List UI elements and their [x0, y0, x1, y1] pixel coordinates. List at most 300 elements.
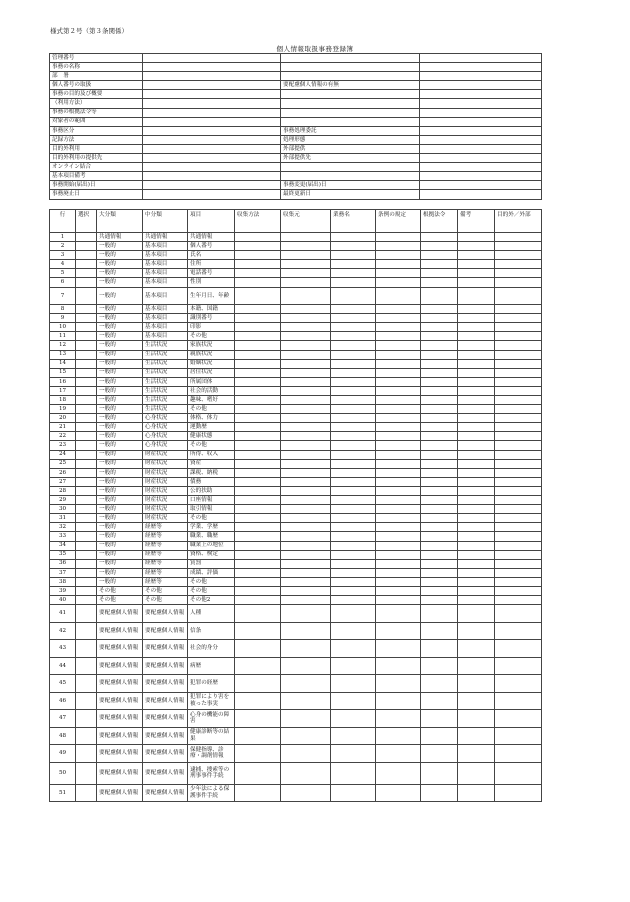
remarks-cell[interactable]	[458, 323, 495, 332]
remarks-cell[interactable]	[458, 386, 495, 395]
legal-basis-cell[interactable]	[421, 657, 458, 675]
header-value-2[interactable]	[420, 181, 542, 190]
remarks-cell[interactable]	[458, 514, 495, 523]
remarks-cell[interactable]	[458, 586, 495, 595]
ordinance-provision-cell[interactable]	[376, 305, 421, 314]
collection-source-cell[interactable]	[281, 396, 331, 405]
business-name-cell[interactable]	[331, 477, 376, 486]
business-name-cell[interactable]	[331, 559, 376, 568]
collection-source-cell[interactable]	[281, 305, 331, 314]
business-name-cell[interactable]	[331, 586, 376, 595]
collection-method-cell[interactable]	[235, 386, 281, 395]
collection-method-cell[interactable]	[235, 405, 281, 414]
select-cell[interactable]	[76, 242, 97, 251]
remarks-cell[interactable]	[458, 450, 495, 459]
business-name-cell[interactable]	[331, 423, 376, 432]
collection-method-cell[interactable]	[235, 396, 281, 405]
legal-basis-cell[interactable]	[421, 550, 458, 559]
business-name-cell[interactable]	[331, 762, 376, 784]
select-cell[interactable]	[76, 450, 97, 459]
legal-basis-cell[interactable]	[421, 541, 458, 550]
collection-method-cell[interactable]	[235, 459, 281, 468]
select-cell[interactable]	[76, 341, 97, 350]
outside-purpose-cell[interactable]	[495, 368, 542, 377]
business-name-cell[interactable]	[331, 332, 376, 341]
select-cell[interactable]	[76, 278, 97, 287]
remarks-cell[interactable]	[458, 368, 495, 377]
remarks-cell[interactable]	[458, 341, 495, 350]
business-name-cell[interactable]	[331, 468, 376, 477]
ordinance-provision-cell[interactable]	[376, 414, 421, 423]
collection-source-cell[interactable]	[281, 550, 331, 559]
header-value-2[interactable]	[420, 108, 542, 117]
select-cell[interactable]	[76, 477, 97, 486]
remarks-cell[interactable]	[458, 278, 495, 287]
select-cell[interactable]	[76, 287, 97, 305]
business-name-cell[interactable]	[331, 514, 376, 523]
remarks-cell[interactable]	[458, 657, 495, 675]
remarks-cell[interactable]	[458, 710, 495, 728]
business-name-cell[interactable]	[331, 675, 376, 693]
business-name-cell[interactable]	[331, 314, 376, 323]
collection-source-cell[interactable]	[281, 468, 331, 477]
outside-purpose-cell[interactable]	[495, 486, 542, 495]
collection-method-cell[interactable]	[235, 586, 281, 595]
remarks-cell[interactable]	[458, 675, 495, 693]
select-cell[interactable]	[76, 568, 97, 577]
select-cell[interactable]	[76, 640, 97, 658]
business-name-cell[interactable]	[331, 784, 376, 802]
ordinance-provision-cell[interactable]	[376, 568, 421, 577]
select-cell[interactable]	[76, 710, 97, 728]
select-cell[interactable]	[76, 586, 97, 595]
collection-method-cell[interactable]	[235, 450, 281, 459]
ordinance-provision-cell[interactable]	[376, 514, 421, 523]
business-name-cell[interactable]	[331, 577, 376, 586]
legal-basis-cell[interactable]	[421, 405, 458, 414]
select-cell[interactable]	[76, 332, 97, 341]
collection-method-cell[interactable]	[235, 314, 281, 323]
collection-source-cell[interactable]	[281, 251, 331, 260]
remarks-cell[interactable]	[458, 242, 495, 251]
legal-basis-cell[interactable]	[421, 514, 458, 523]
select-cell[interactable]	[76, 414, 97, 423]
remarks-cell[interactable]	[458, 432, 495, 441]
legal-basis-cell[interactable]	[421, 242, 458, 251]
header-value-2[interactable]	[420, 72, 542, 81]
business-name-cell[interactable]	[331, 233, 376, 242]
remarks-cell[interactable]	[458, 396, 495, 405]
ordinance-provision-cell[interactable]	[376, 242, 421, 251]
business-name-cell[interactable]	[331, 287, 376, 305]
legal-basis-cell[interactable]	[421, 532, 458, 541]
collection-method-cell[interactable]	[235, 675, 281, 693]
remarks-cell[interactable]	[458, 468, 495, 477]
select-cell[interactable]	[76, 269, 97, 278]
business-name-cell[interactable]	[331, 278, 376, 287]
outside-purpose-cell[interactable]	[495, 405, 542, 414]
remarks-cell[interactable]	[458, 305, 495, 314]
legal-basis-cell[interactable]	[421, 745, 458, 763]
select-cell[interactable]	[76, 523, 97, 532]
collection-method-cell[interactable]	[235, 532, 281, 541]
header-value-2[interactable]	[420, 63, 542, 72]
collection-method-cell[interactable]	[235, 577, 281, 586]
collection-method-cell[interactable]	[235, 368, 281, 377]
collection-method-cell[interactable]	[235, 377, 281, 386]
ordinance-provision-cell[interactable]	[376, 323, 421, 332]
header-value-2[interactable]	[420, 144, 542, 153]
collection-method-cell[interactable]	[235, 523, 281, 532]
header-value[interactable]	[143, 154, 281, 163]
collection-source-cell[interactable]	[281, 287, 331, 305]
collection-source-cell[interactable]	[281, 314, 331, 323]
remarks-cell[interactable]	[458, 640, 495, 658]
select-cell[interactable]	[76, 745, 97, 763]
ordinance-provision-cell[interactable]	[376, 269, 421, 278]
collection-source-cell[interactable]	[281, 710, 331, 728]
remarks-cell[interactable]	[458, 559, 495, 568]
business-name-cell[interactable]	[331, 459, 376, 468]
collection-source-cell[interactable]	[281, 377, 331, 386]
collection-source-cell[interactable]	[281, 260, 331, 269]
legal-basis-cell[interactable]	[421, 314, 458, 323]
legal-basis-cell[interactable]	[421, 251, 458, 260]
business-name-cell[interactable]	[331, 368, 376, 377]
business-name-cell[interactable]	[331, 396, 376, 405]
remarks-cell[interactable]	[458, 550, 495, 559]
legal-basis-cell[interactable]	[421, 278, 458, 287]
remarks-cell[interactable]	[458, 269, 495, 278]
collection-method-cell[interactable]	[235, 323, 281, 332]
outside-purpose-cell[interactable]	[495, 657, 542, 675]
header-value[interactable]	[143, 99, 281, 108]
legal-basis-cell[interactable]	[421, 675, 458, 693]
header-value[interactable]	[143, 108, 281, 117]
legal-basis-cell[interactable]	[421, 269, 458, 278]
select-cell[interactable]	[76, 622, 97, 640]
business-name-cell[interactable]	[331, 505, 376, 514]
remarks-cell[interactable]	[458, 532, 495, 541]
remarks-cell[interactable]	[458, 505, 495, 514]
legal-basis-cell[interactable]	[421, 359, 458, 368]
business-name-cell[interactable]	[331, 523, 376, 532]
collection-method-cell[interactable]	[235, 605, 281, 623]
collection-source-cell[interactable]	[281, 477, 331, 486]
select-cell[interactable]	[76, 314, 97, 323]
ordinance-provision-cell[interactable]	[376, 657, 421, 675]
ordinance-provision-cell[interactable]	[376, 359, 421, 368]
outside-purpose-cell[interactable]	[495, 745, 542, 763]
business-name-cell[interactable]	[331, 550, 376, 559]
legal-basis-cell[interactable]	[421, 323, 458, 332]
ordinance-provision-cell[interactable]	[376, 541, 421, 550]
collection-source-cell[interactable]	[281, 532, 331, 541]
ordinance-provision-cell[interactable]	[376, 523, 421, 532]
outside-purpose-cell[interactable]	[495, 396, 542, 405]
collection-source-cell[interactable]	[281, 350, 331, 359]
collection-source-cell[interactable]	[281, 405, 331, 414]
collection-source-cell[interactable]	[281, 359, 331, 368]
ordinance-provision-cell[interactable]	[376, 692, 421, 710]
collection-method-cell[interactable]	[235, 514, 281, 523]
legal-basis-cell[interactable]	[421, 450, 458, 459]
header-value[interactable]	[143, 72, 281, 81]
legal-basis-cell[interactable]	[421, 423, 458, 432]
select-cell[interactable]	[76, 405, 97, 414]
collection-source-cell[interactable]	[281, 368, 331, 377]
legal-basis-cell[interactable]	[421, 605, 458, 623]
ordinance-provision-cell[interactable]	[376, 441, 421, 450]
legal-basis-cell[interactable]	[421, 622, 458, 640]
collection-method-cell[interactable]	[235, 260, 281, 269]
ordinance-provision-cell[interactable]	[376, 386, 421, 395]
remarks-cell[interactable]	[458, 233, 495, 242]
header-value-2[interactable]	[420, 117, 542, 126]
outside-purpose-cell[interactable]	[495, 675, 542, 693]
legal-basis-cell[interactable]	[421, 784, 458, 802]
select-cell[interactable]	[76, 368, 97, 377]
remarks-cell[interactable]	[458, 260, 495, 269]
remarks-cell[interactable]	[458, 622, 495, 640]
legal-basis-cell[interactable]	[421, 368, 458, 377]
header-value-2[interactable]	[420, 190, 542, 199]
collection-source-cell[interactable]	[281, 586, 331, 595]
remarks-cell[interactable]	[458, 727, 495, 745]
outside-purpose-cell[interactable]	[495, 341, 542, 350]
collection-method-cell[interactable]	[235, 486, 281, 495]
select-cell[interactable]	[76, 377, 97, 386]
select-cell[interactable]	[76, 532, 97, 541]
outside-purpose-cell[interactable]	[495, 450, 542, 459]
collection-source-cell[interactable]	[281, 242, 331, 251]
select-cell[interactable]	[76, 762, 97, 784]
business-name-cell[interactable]	[331, 727, 376, 745]
legal-basis-cell[interactable]	[421, 496, 458, 505]
collection-source-cell[interactable]	[281, 432, 331, 441]
header-value[interactable]	[143, 126, 281, 135]
collection-source-cell[interactable]	[281, 486, 331, 495]
business-name-cell[interactable]	[331, 541, 376, 550]
ordinance-provision-cell[interactable]	[376, 477, 421, 486]
collection-method-cell[interactable]	[235, 505, 281, 514]
legal-basis-cell[interactable]	[421, 559, 458, 568]
outside-purpose-cell[interactable]	[495, 432, 542, 441]
remarks-cell[interactable]	[458, 350, 495, 359]
select-cell[interactable]	[76, 441, 97, 450]
collection-source-cell[interactable]	[281, 414, 331, 423]
collection-source-cell[interactable]	[281, 622, 331, 640]
collection-method-cell[interactable]	[235, 432, 281, 441]
select-cell[interactable]	[76, 486, 97, 495]
remarks-cell[interactable]	[458, 423, 495, 432]
ordinance-provision-cell[interactable]	[376, 278, 421, 287]
ordinance-provision-cell[interactable]	[376, 251, 421, 260]
business-name-cell[interactable]	[331, 441, 376, 450]
outside-purpose-cell[interactable]	[495, 287, 542, 305]
ordinance-provision-cell[interactable]	[376, 260, 421, 269]
legal-basis-cell[interactable]	[421, 459, 458, 468]
remarks-cell[interactable]	[458, 523, 495, 532]
collection-source-cell[interactable]	[281, 657, 331, 675]
outside-purpose-cell[interactable]	[495, 622, 542, 640]
collection-source-cell[interactable]	[281, 332, 331, 341]
legal-basis-cell[interactable]	[421, 432, 458, 441]
ordinance-provision-cell[interactable]	[376, 640, 421, 658]
outside-purpose-cell[interactable]	[495, 596, 542, 605]
collection-source-cell[interactable]	[281, 514, 331, 523]
ordinance-provision-cell[interactable]	[376, 314, 421, 323]
header-value[interactable]	[143, 163, 281, 172]
business-name-cell[interactable]	[331, 496, 376, 505]
ordinance-provision-cell[interactable]	[376, 368, 421, 377]
header-value[interactable]	[143, 181, 281, 190]
collection-method-cell[interactable]	[235, 350, 281, 359]
outside-purpose-cell[interactable]	[495, 414, 542, 423]
collection-method-cell[interactable]	[235, 233, 281, 242]
collection-method-cell[interactable]	[235, 341, 281, 350]
ordinance-provision-cell[interactable]	[376, 486, 421, 495]
outside-purpose-cell[interactable]	[495, 332, 542, 341]
business-name-cell[interactable]	[331, 377, 376, 386]
business-name-cell[interactable]	[331, 622, 376, 640]
outside-purpose-cell[interactable]	[495, 359, 542, 368]
outside-purpose-cell[interactable]	[495, 532, 542, 541]
outside-purpose-cell[interactable]	[495, 514, 542, 523]
ordinance-provision-cell[interactable]	[376, 586, 421, 595]
select-cell[interactable]	[76, 514, 97, 523]
outside-purpose-cell[interactable]	[495, 459, 542, 468]
ordinance-provision-cell[interactable]	[376, 596, 421, 605]
business-name-cell[interactable]	[331, 640, 376, 658]
select-cell[interactable]	[76, 559, 97, 568]
remarks-cell[interactable]	[458, 377, 495, 386]
outside-purpose-cell[interactable]	[495, 727, 542, 745]
header-value[interactable]	[143, 63, 281, 72]
select-cell[interactable]	[76, 541, 97, 550]
header-value-2[interactable]	[420, 154, 542, 163]
header-value[interactable]	[143, 90, 281, 99]
outside-purpose-cell[interactable]	[495, 423, 542, 432]
collection-method-cell[interactable]	[235, 359, 281, 368]
collection-method-cell[interactable]	[235, 710, 281, 728]
outside-purpose-cell[interactable]	[495, 386, 542, 395]
legal-basis-cell[interactable]	[421, 341, 458, 350]
collection-source-cell[interactable]	[281, 727, 331, 745]
legal-basis-cell[interactable]	[421, 260, 458, 269]
collection-method-cell[interactable]	[235, 727, 281, 745]
legal-basis-cell[interactable]	[421, 468, 458, 477]
header-value[interactable]	[143, 190, 281, 199]
collection-method-cell[interactable]	[235, 596, 281, 605]
collection-method-cell[interactable]	[235, 332, 281, 341]
remarks-cell[interactable]	[458, 332, 495, 341]
collection-method-cell[interactable]	[235, 657, 281, 675]
collection-method-cell[interactable]	[235, 568, 281, 577]
ordinance-provision-cell[interactable]	[376, 559, 421, 568]
collection-method-cell[interactable]	[235, 640, 281, 658]
select-cell[interactable]	[76, 596, 97, 605]
header-value[interactable]	[143, 54, 281, 63]
collection-source-cell[interactable]	[281, 745, 331, 763]
collection-source-cell[interactable]	[281, 459, 331, 468]
remarks-cell[interactable]	[458, 314, 495, 323]
collection-method-cell[interactable]	[235, 251, 281, 260]
select-cell[interactable]	[76, 657, 97, 675]
ordinance-provision-cell[interactable]	[376, 550, 421, 559]
collection-source-cell[interactable]	[281, 596, 331, 605]
outside-purpose-cell[interactable]	[495, 468, 542, 477]
legal-basis-cell[interactable]	[421, 477, 458, 486]
legal-basis-cell[interactable]	[421, 287, 458, 305]
outside-purpose-cell[interactable]	[495, 568, 542, 577]
header-value[interactable]	[143, 144, 281, 153]
outside-purpose-cell[interactable]	[495, 350, 542, 359]
legal-basis-cell[interactable]	[421, 568, 458, 577]
business-name-cell[interactable]	[331, 486, 376, 495]
legal-basis-cell[interactable]	[421, 377, 458, 386]
select-cell[interactable]	[76, 468, 97, 477]
ordinance-provision-cell[interactable]	[376, 405, 421, 414]
outside-purpose-cell[interactable]	[495, 762, 542, 784]
ordinance-provision-cell[interactable]	[376, 745, 421, 763]
select-cell[interactable]	[76, 459, 97, 468]
select-cell[interactable]	[76, 692, 97, 710]
collection-method-cell[interactable]	[235, 269, 281, 278]
ordinance-provision-cell[interactable]	[376, 396, 421, 405]
collection-method-cell[interactable]	[235, 550, 281, 559]
business-name-cell[interactable]	[331, 251, 376, 260]
legal-basis-cell[interactable]	[421, 762, 458, 784]
select-cell[interactable]	[76, 305, 97, 314]
collection-method-cell[interactable]	[235, 496, 281, 505]
outside-purpose-cell[interactable]	[495, 477, 542, 486]
select-cell[interactable]	[76, 323, 97, 332]
ordinance-provision-cell[interactable]	[376, 423, 421, 432]
business-name-cell[interactable]	[331, 596, 376, 605]
legal-basis-cell[interactable]	[421, 523, 458, 532]
collection-method-cell[interactable]	[235, 762, 281, 784]
collection-method-cell[interactable]	[235, 784, 281, 802]
header-value-2[interactable]	[420, 163, 542, 172]
outside-purpose-cell[interactable]	[495, 559, 542, 568]
ordinance-provision-cell[interactable]	[376, 377, 421, 386]
ordinance-provision-cell[interactable]	[376, 233, 421, 242]
collection-method-cell[interactable]	[235, 559, 281, 568]
outside-purpose-cell[interactable]	[495, 314, 542, 323]
business-name-cell[interactable]	[331, 532, 376, 541]
select-cell[interactable]	[76, 396, 97, 405]
legal-basis-cell[interactable]	[421, 233, 458, 242]
select-cell[interactable]	[76, 605, 97, 623]
legal-basis-cell[interactable]	[421, 441, 458, 450]
ordinance-provision-cell[interactable]	[376, 496, 421, 505]
remarks-cell[interactable]	[458, 287, 495, 305]
business-name-cell[interactable]	[331, 432, 376, 441]
collection-method-cell[interactable]	[235, 541, 281, 550]
select-cell[interactable]	[76, 233, 97, 242]
legal-basis-cell[interactable]	[421, 586, 458, 595]
collection-source-cell[interactable]	[281, 341, 331, 350]
outside-purpose-cell[interactable]	[495, 640, 542, 658]
legal-basis-cell[interactable]	[421, 332, 458, 341]
legal-basis-cell[interactable]	[421, 577, 458, 586]
legal-basis-cell[interactable]	[421, 305, 458, 314]
legal-basis-cell[interactable]	[421, 640, 458, 658]
collection-source-cell[interactable]	[281, 496, 331, 505]
business-name-cell[interactable]	[331, 450, 376, 459]
outside-purpose-cell[interactable]	[495, 496, 542, 505]
